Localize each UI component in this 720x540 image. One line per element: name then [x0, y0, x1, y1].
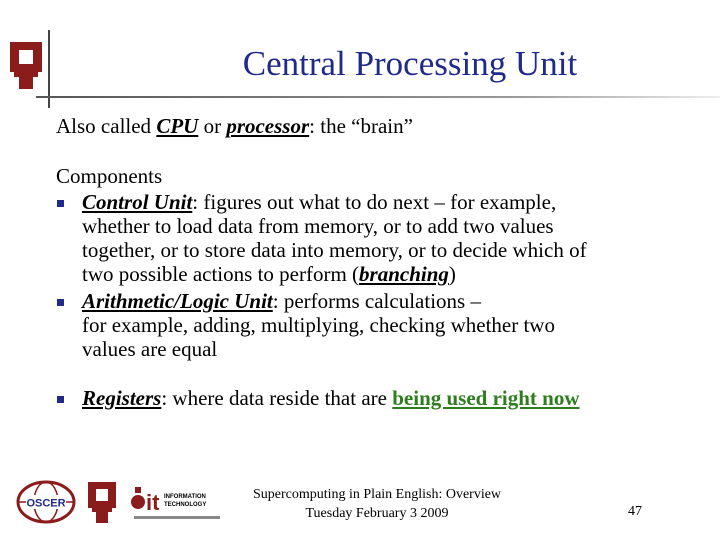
highlight-text: being used right now	[392, 386, 580, 410]
item-text: whether to load data from memory, or to add two values	[82, 214, 554, 238]
term-alu: Arithmetic/Logic Unit	[82, 289, 273, 313]
footer-text	[232, 485, 522, 523]
item-text: for example, adding, multiplying, checking whether two	[82, 313, 555, 337]
header-horizontal-rule	[36, 96, 720, 98]
it-logo	[131, 487, 220, 519]
footer-line-1: Supercomputing in Plain English: Overview	[252, 487, 502, 502]
bullet-marker	[57, 396, 64, 403]
term-registers: Registers	[82, 386, 162, 410]
list-item-registers	[82, 386, 580, 410]
svg-text:TECHNOLOGY: TECHNOLOGY	[164, 502, 207, 508]
ou-logo	[6, 38, 46, 94]
intro-mid: or	[198, 114, 227, 138]
svg-text:it: it	[146, 490, 160, 515]
term-control-unit: Control Unit	[82, 190, 193, 214]
term-cpu: CPU	[156, 114, 199, 138]
page-number: 47	[628, 504, 642, 519]
intro-prefix: Also called	[56, 114, 157, 138]
svg-text:INFORMATION: INFORMATION	[164, 494, 206, 500]
footer-line-2: Tuesday February 3 2009	[305, 506, 449, 521]
components-heading: Components	[56, 164, 163, 188]
item-text: : where data reside that are	[161, 386, 393, 410]
item-text: values are equal	[82, 337, 218, 361]
item-text: )	[448, 262, 456, 286]
footer-logos	[14, 478, 224, 526]
ou-footer-logo	[88, 482, 116, 523]
bullet-marker	[57, 200, 64, 207]
slide-title: Central Processing Unit	[242, 44, 578, 83]
term-processor: processor	[226, 114, 310, 138]
svg-text:OSCER: OSCER	[26, 497, 66, 510]
list-item-alu	[82, 289, 555, 361]
item-text: : performs calculations –	[272, 289, 481, 313]
item-text: : figures out what to do next – for example,	[192, 190, 557, 214]
item-text: together, or to store data into memory, or to decide which of	[82, 238, 587, 262]
bullet-marker	[57, 299, 64, 306]
item-text: two possible actions to perform (	[82, 262, 360, 286]
term-branching: branching	[359, 262, 449, 286]
list-item-control-unit	[82, 190, 587, 286]
oscer-logo	[18, 482, 74, 522]
intro-paragraph	[56, 114, 413, 139]
intro-suffix: : the “brain”	[309, 114, 413, 138]
